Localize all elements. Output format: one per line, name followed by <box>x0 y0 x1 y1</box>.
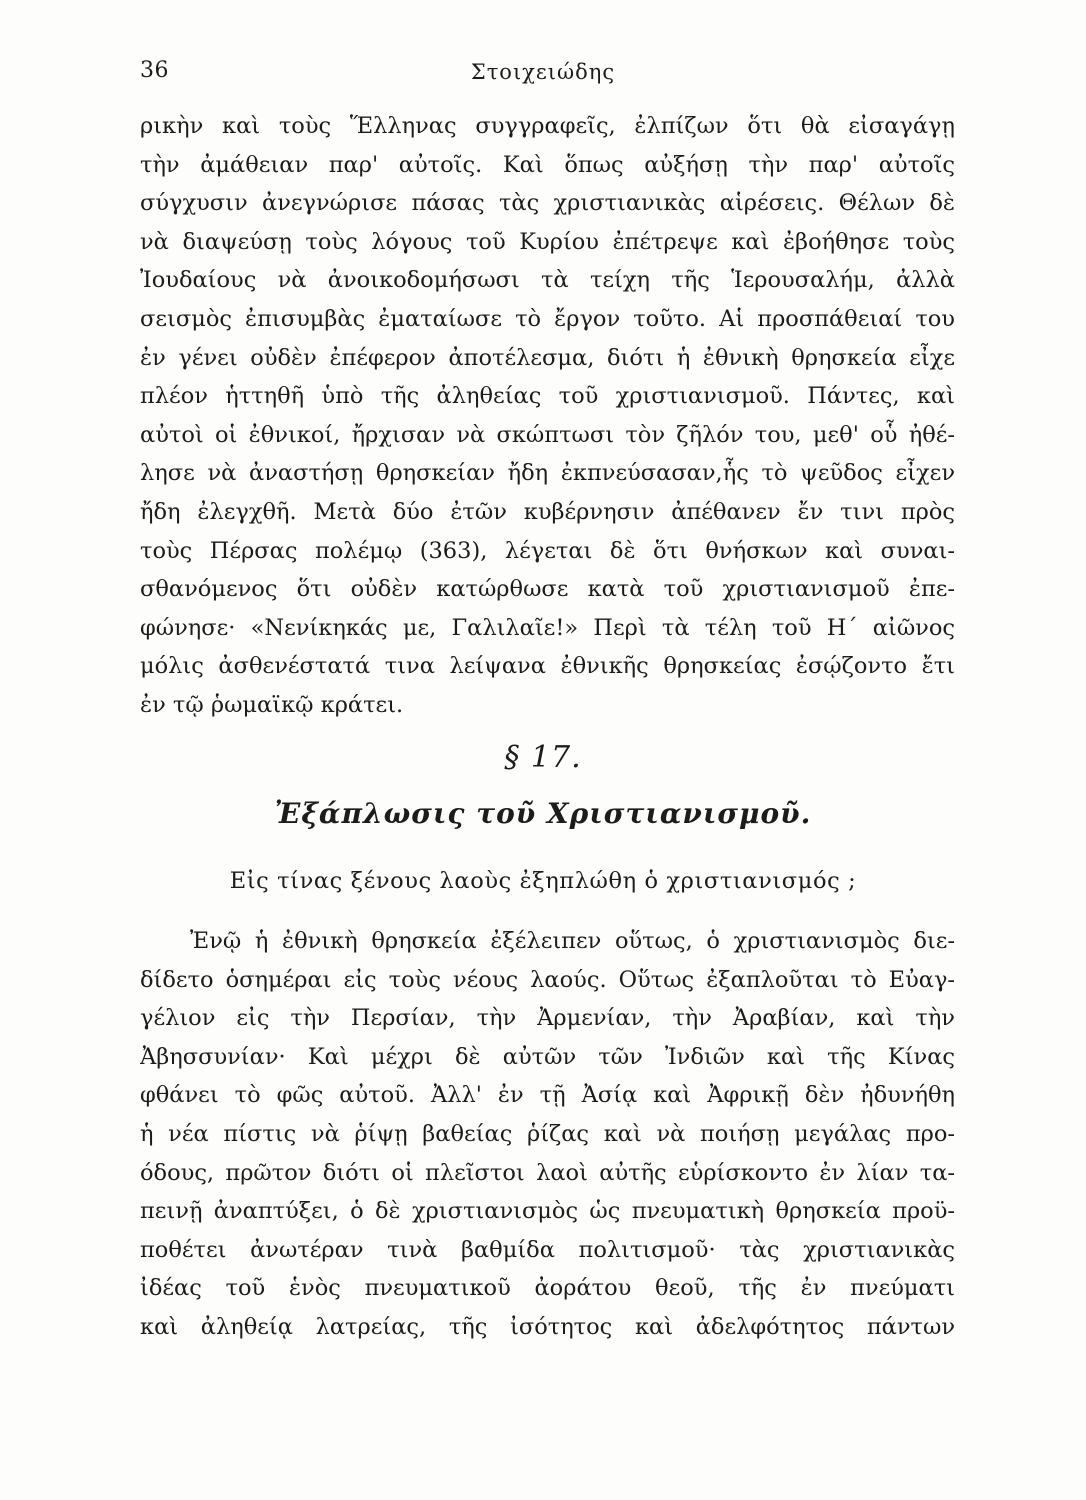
section-title: Ἐξάπλωσις τοῦ Χριστιανισμοῦ. <box>274 797 812 830</box>
text-line: αὐτοὶ οἱ ἐθνικοί, ἤρχισαν νὰ σκώπτωσι τὸν ζῆλόν του, μεθ' οὗ ἠθέ- <box>140 421 955 448</box>
text-line: καὶ ἀληθείᾳ λατρείας, τῆς ἰσότητος καὶ ἀδελφότητος πάντων <box>140 1313 955 1340</box>
paragraph-continued <box>140 107 955 725</box>
text-line: ἤδη ἐλεγχθῆ. Μετὰ δύο ἐτῶν κυβέρνησιν ἀπέθανεν ἔν τινι πρὸς <box>140 498 955 525</box>
text-line: πλέον ἡττηθῆ ὑπὸ τῆς ἀληθείας τοῦ χριστιανισμοῦ. Πάντες, καὶ <box>140 383 955 410</box>
text-line: Ἀβησσυνίαν· Καὶ μέχρι δὲ αὐτῶν τῶν Ἰνδιῶν καὶ τῆς Κίνας <box>140 1043 955 1070</box>
paragraph-body <box>140 922 955 1347</box>
text-line: ἰδέας τοῦ ἑνὸς πνευματικοῦ ἀοράτου θεοῦ, τῆς ἐν πνεύματι <box>140 1275 955 1302</box>
text-line: σύγχυσιν ἀνεγνώρισε πάσας τὰς χριστιανικὰς αἱρέσεις. Θέλων δὲ <box>140 190 955 217</box>
text-line: φθάνει τὸ φῶς αὐτοῦ. Ἀλλ' ἐν τῇ Ἀσίᾳ καὶ Ἀφρικῇ δὲν ἠδυνήθη <box>140 1082 955 1109</box>
text-line: λησε νὰ ἀναστήσῃ θρησκείαν ἤδη ἐκπνεύσασαν,ἧς τὸ ψεῦδος εἶχεν <box>140 460 955 487</box>
section-question: Εἰς τίνας ξένους λαοὺς ἐξηπλώθη ὁ χριστιανισμός ; <box>229 868 857 894</box>
text-line: Ἐνῷ ἡ ἐθνικὴ θρησκεία ἐξέλειπεν οὕτως, ὁ χριστιανισμὸς διε- <box>190 928 955 954</box>
text-line: όδους, πρῶτον διότι οἱ πλεῖστοι λαοὶ αὐτῆς εὑρίσκοντο ἐν λίαν τα- <box>140 1159 955 1186</box>
running-title: Στοιχειώδης <box>470 60 616 84</box>
text-line: δίδετο ὁσημέραι εἰς τοὺς νέους λαούς. Οὕτως ἐξαπλοῦται τὸ Εὐαγ- <box>140 966 955 993</box>
text-line: Ἰουδαίους νὰ ἀνοικοδομήσωσι τὰ τείχη τῆς Ἱερουσαλήμ, ἀλλὰ <box>140 267 955 294</box>
text-line: ἐν τῷ ῥωμαϊκῷ κράτει. <box>140 691 404 718</box>
text-line: γέλιον εἰς τὴν Περσίαν, τὴν Ἀρμενίαν, τὴν Ἀραβίαν, καὶ τὴν <box>140 1005 955 1032</box>
text-line: σεισμὸς ἐπισυμβὰς ἐματαίωσε τὸ ἔργον τοῦτο. Αἱ προσπάθειαί του <box>140 305 955 332</box>
text-line: νὰ διαψεύσῃ τοὺς λόγους τοῦ Κυρίου ἐπέτρεψε καὶ ἐβοήθησε τοὺς <box>140 228 955 255</box>
text-line: σθανόμενος ὅτι οὐδὲν κατώρθωσε κατὰ τοῦ χριστιανισμοῦ ἐπε- <box>140 576 955 603</box>
section-number: § 17. <box>504 740 582 775</box>
text-line: ποθέτει ἀνωτέραν τινὰ βαθμίδα πολιτισμοῦ· τὰς χριστιανικὰς <box>140 1236 955 1263</box>
text-line: ἐν γένει οὐδὲν ἐπέφερον ἀποτέλεσμα, διότι ἡ ἐθνικὴ θρησκεία εἶχε <box>140 344 955 371</box>
text-line: φώνησε· «Νενίκηκάς με, Γαλιλαῖε!» Περὶ τὰ τέλη τοῦ Η΄ αἰῶνος <box>140 614 955 641</box>
text-line: τοὺς Πέρσας πολέμῳ (363), λέγεται δὲ ὅτι θνήσκων καὶ συναι- <box>140 537 955 564</box>
page-number: 36 <box>140 58 169 83</box>
text-line: ἡ νέα πίστις νὰ ῥίψῃ βαθείας ῥίζας καὶ νὰ ποιήσῃ μεγάλας προ- <box>140 1120 955 1147</box>
text-line: μόλις ἀσθενέστατά τινα λείψανα ἐθνικῆς θρησκείας ἐσῴζοντο ἔτι <box>140 653 955 680</box>
text-line: τὴν ἀμάθειαν παρ' αὐτοῖς. Καὶ ὅπως αὐξήσῃ τὴν παρ' αὐτοῖς <box>140 151 955 178</box>
text-line: πεινῇ ἀναπτύξει, ὁ δὲ χριστιανισμὸς ὡς πνευματικὴ θρησκεία προϋ- <box>140 1198 955 1225</box>
text-line: ρικὴν καὶ τοὺς Ἕλληνας συγγραφεῖς, ἐλπίζων ὅτι θὰ εἰσαγάγῃ <box>140 113 955 139</box>
